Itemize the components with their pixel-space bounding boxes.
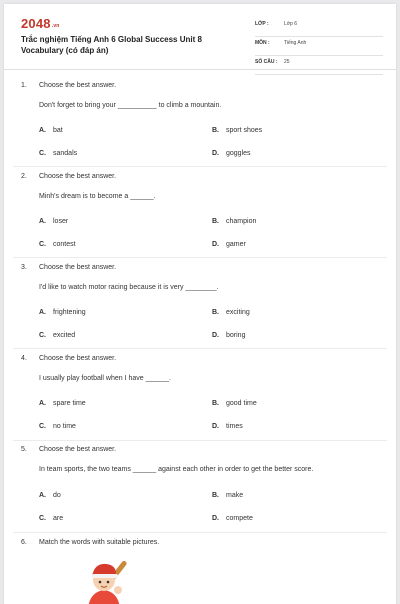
option-b[interactable] xyxy=(212,400,257,407)
question-instruction: Choose the best answer. xyxy=(39,82,117,89)
option-d[interactable] xyxy=(212,150,251,157)
page-title: Trắc nghiệm Tiếng Anh 6 Global Success Unit 8 Vocabulary (có đáp án) xyxy=(21,35,202,55)
question-number: 3. xyxy=(21,264,27,271)
option-text: loser xyxy=(53,218,69,225)
question-body: In team sports, the two teams ______ against each other in order to get the better score. xyxy=(39,466,314,473)
option-text: make xyxy=(226,492,244,499)
header xyxy=(4,4,396,70)
option-b[interactable] xyxy=(212,218,256,225)
cap-band xyxy=(92,574,118,578)
option-text: exciting xyxy=(226,309,250,316)
logo-text: 2048 xyxy=(21,16,51,31)
baseball-player-illustration xyxy=(74,552,144,604)
meta-value: Tiếng Anh xyxy=(284,40,307,46)
option-b[interactable] xyxy=(212,492,243,499)
option-letter: B. xyxy=(212,127,219,134)
option-a[interactable] xyxy=(39,400,86,407)
question-number: 4. xyxy=(21,355,27,362)
option-letter: C. xyxy=(39,423,46,430)
option-a[interactable] xyxy=(39,309,86,316)
hand-shape xyxy=(114,586,122,594)
option-letter: A. xyxy=(39,400,46,407)
option-text: excited xyxy=(53,332,76,339)
option-letter: D. xyxy=(212,515,219,522)
option-a[interactable] xyxy=(39,218,68,225)
option-text: champion xyxy=(226,218,257,225)
meta-key: LỚP : xyxy=(255,21,269,27)
question-instruction: Choose the best answer. xyxy=(39,264,117,271)
question-separator xyxy=(13,348,387,349)
question-number: 5. xyxy=(21,446,27,453)
meta-row-count xyxy=(255,56,383,75)
option-letter: A. xyxy=(39,492,46,499)
option-d[interactable] xyxy=(212,241,246,248)
meta-row-subject xyxy=(255,37,383,56)
meta-value: Lớp 6 xyxy=(284,21,298,27)
meta-key: SỐ CÂU : xyxy=(255,59,278,65)
option-d[interactable] xyxy=(212,515,253,522)
logo-suffix: .vn xyxy=(51,23,60,29)
eye-right xyxy=(107,581,110,584)
option-text: sandals xyxy=(53,150,78,157)
question-instruction: Choose the best answer. xyxy=(39,173,117,180)
option-letter: D. xyxy=(212,332,219,339)
option-letter: B. xyxy=(212,492,219,499)
option-c[interactable] xyxy=(39,332,75,339)
question-instruction: Match the words with suitable pictures. xyxy=(39,539,160,546)
meta-key: MÔN : xyxy=(255,40,270,46)
option-c[interactable] xyxy=(39,423,76,430)
worksheet xyxy=(4,4,396,604)
option-text: compete xyxy=(226,515,253,522)
option-letter: D. xyxy=(212,241,219,248)
question-instruction: Choose the best answer. xyxy=(39,446,117,453)
question-separator xyxy=(13,257,387,258)
option-c[interactable] xyxy=(39,515,63,522)
question-instruction: Choose the best answer. xyxy=(39,355,117,362)
question-number: 2. xyxy=(21,173,27,180)
option-letter: D. xyxy=(212,150,219,157)
option-text: sport shoes xyxy=(226,127,263,134)
question-separator xyxy=(13,166,387,167)
question-body: I'd like to watch motor racing because it is very ________. xyxy=(39,284,219,291)
option-text: bat xyxy=(53,127,63,134)
option-c[interactable] xyxy=(39,150,77,157)
option-letter: B. xyxy=(212,400,219,407)
question-body: Minh's dream is to become a ______. xyxy=(39,193,156,200)
option-text: are xyxy=(53,515,64,522)
question-number: 6. xyxy=(21,539,27,546)
option-letter: A. xyxy=(39,309,46,316)
option-letter: A. xyxy=(39,127,46,134)
option-letter: B. xyxy=(212,218,219,225)
option-d[interactable] xyxy=(212,332,245,339)
option-text: do xyxy=(53,492,61,499)
meta-panel xyxy=(255,18,383,75)
option-b[interactable] xyxy=(212,309,250,316)
option-letter: A. xyxy=(39,218,46,225)
option-a[interactable] xyxy=(39,127,63,134)
option-a[interactable] xyxy=(39,492,61,499)
question-body: I usually play football when I have ______. xyxy=(39,375,171,382)
option-text: frightening xyxy=(53,309,86,316)
option-letter: C. xyxy=(39,241,46,248)
option-c[interactable] xyxy=(39,241,76,248)
question-number: 1. xyxy=(21,82,27,89)
option-d[interactable] xyxy=(212,423,243,430)
meta-value: 25 xyxy=(284,59,290,65)
option-letter: C. xyxy=(39,150,46,157)
option-letter: C. xyxy=(39,515,46,522)
option-text: contest xyxy=(53,241,76,248)
baseball-player-icon xyxy=(74,552,144,604)
option-text: gamer xyxy=(226,241,246,248)
option-letter: D. xyxy=(212,423,219,430)
meta-row-class xyxy=(255,18,383,37)
site-logo[interactable] xyxy=(21,16,60,31)
option-text: goggles xyxy=(226,150,251,157)
option-letter: B. xyxy=(212,309,219,316)
eye-left xyxy=(99,581,102,584)
header-divider xyxy=(4,69,396,70)
question-body: Don't forget to bring your __________ to climb a mountain. xyxy=(39,102,222,109)
option-letter: C. xyxy=(39,332,46,339)
option-text: spare time xyxy=(53,400,86,407)
option-text: no time xyxy=(53,423,76,430)
option-text: boring xyxy=(226,332,246,339)
question-separator xyxy=(13,532,387,533)
option-text: good time xyxy=(226,400,257,407)
question-separator xyxy=(13,440,387,441)
option-text: times xyxy=(226,423,243,430)
option-b[interactable] xyxy=(212,127,262,134)
